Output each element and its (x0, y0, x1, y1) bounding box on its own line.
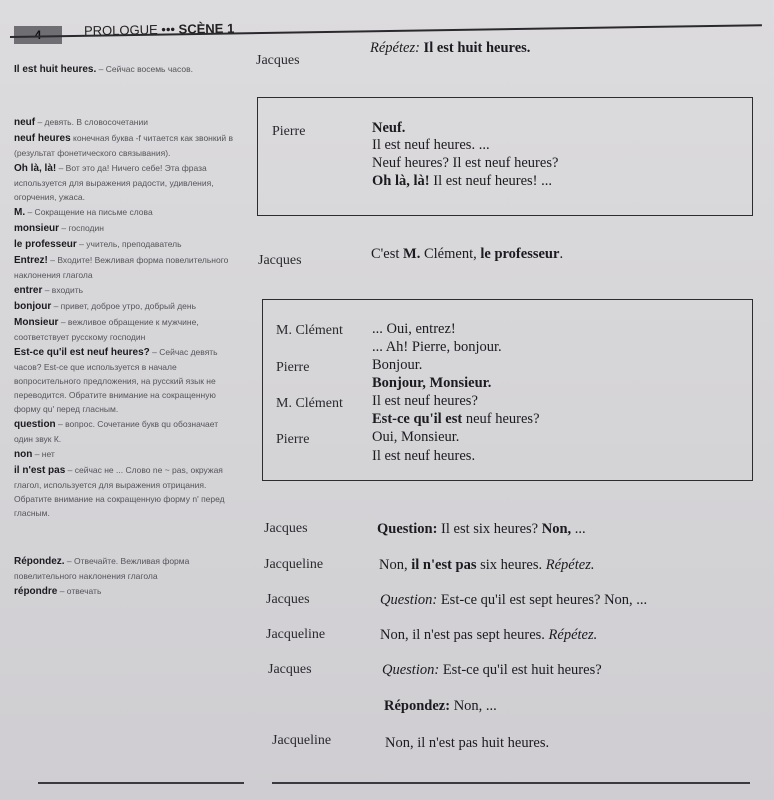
glossary-definition: – нет (32, 449, 55, 459)
text-bold: Est-ce qu'il est (372, 411, 463, 427)
glossary-definition: – учитель, преподаватель (76, 239, 182, 249)
qa-line (382, 662, 602, 679)
glossary-definition: – господин (59, 223, 104, 233)
box2-line-1: ... Oui, entrez! (372, 321, 456, 337)
text: Clément, (420, 246, 481, 262)
glossary-term: il n'est pas (14, 465, 66, 476)
glossary-term: le professeur (14, 239, 77, 250)
glossary-definition: – отвечать (57, 586, 102, 596)
glossary-term: répondre (14, 586, 58, 597)
text-bold: Question: (377, 521, 438, 537)
footer-rule-left (38, 782, 244, 784)
speaker-jacques: Jacques (264, 521, 308, 536)
glossary-entry (14, 345, 238, 416)
speaker-jacques: Jacques (258, 253, 302, 268)
text-italic: Question: (380, 592, 438, 608)
qa-line (384, 698, 497, 715)
text: Est-ce qu'il est sept heures? Non, ... (437, 592, 648, 608)
glossary-entry (14, 447, 238, 462)
glossary-term: non (14, 449, 33, 460)
glossary-entry (14, 299, 238, 314)
text-italic: Répétez. (548, 627, 598, 643)
glossary-term: Répondez. (14, 556, 65, 567)
section-title: PROLOGUE (83, 22, 158, 39)
glossary-definition: – Вот это да! Ничего себе! Эта фраза используется для выражения радости, удивления, огорчения, ужаса. (14, 163, 214, 202)
scene-title: SCÈNE 1 (178, 20, 235, 37)
text: Il est neuf heures! ... (429, 173, 553, 189)
phrase-bold: Il est huit heures. (419, 40, 531, 56)
speaker-pierre: Pierre (276, 432, 310, 447)
glossary-entry (14, 221, 238, 236)
speaker-m-clement: M. Clément (276, 396, 343, 411)
qa-line (385, 735, 549, 752)
glossary-definition: – Отвечайте. Вежливая форма повелительного наклонения глагола (14, 556, 190, 581)
qa-line (379, 557, 594, 574)
box1-line-4 (372, 173, 552, 190)
glossary-entry (14, 283, 238, 298)
glossary-entry (14, 237, 238, 252)
glossary-entry (14, 463, 238, 520)
text-bold: Répondez: (384, 698, 451, 714)
glossary-entry (14, 253, 238, 282)
speaker-jacques: Jacques (268, 662, 312, 677)
text-bold: M. (403, 246, 421, 262)
glossary-definition: – сейчас не ... Слово ne ~ pas, окружая глагол, используется для выражения отрицания. Обратите внимание на сокращенную форму n' перед гласным. (14, 465, 225, 518)
glossary-term: Monsieur (14, 317, 59, 328)
text: Est-ce qu'il est huit heures? (439, 662, 602, 678)
glossary-entry (14, 115, 238, 130)
speaker-jacqueline: Jacqueline (272, 733, 332, 748)
text-bold: le professeur (480, 246, 560, 262)
speaker-pierre: Pierre (276, 360, 310, 375)
text-bold: Non, (541, 521, 572, 537)
text-bold: Bonjour, Monsieur. (372, 375, 492, 391)
box1-line-3: Neuf heures? Il est neuf heures? (372, 155, 559, 171)
glossary-column (14, 62, 238, 600)
glossary-definition: – вопрос. Сочетание букв qu обозначает один звук К. (14, 419, 219, 444)
glossary-entry (14, 205, 238, 220)
text: neuf heures? (462, 411, 540, 427)
dialogue-line (370, 40, 530, 57)
glossary-entry (14, 161, 238, 204)
text: Il est six heures? (437, 521, 542, 537)
glossary-definition: – Сокращение на письме слова (25, 207, 153, 217)
box2-line-8: Il est neuf heures. (372, 448, 476, 464)
box1-line-2: Il est neuf heures. ... (372, 137, 490, 153)
text: . (559, 246, 564, 262)
text-bold: Oh là, là! (372, 173, 430, 189)
box2-line-7: Oui, Monsieur. (372, 429, 460, 445)
glossary-term: Il est huit heures. (14, 64, 97, 75)
box2-line-4 (372, 375, 491, 392)
glossary-term: question (14, 419, 56, 430)
glossary-term: Entrez! (14, 255, 48, 266)
speaker-pierre: Pierre (272, 124, 306, 139)
glossary-definition: – вежливое обращение к мужчине, соответствует русскому господин (14, 317, 199, 342)
glossary-term: bonjour (14, 301, 52, 312)
text-bold: Neuf. (372, 120, 406, 136)
glossary-entry (14, 417, 238, 446)
glossary-term: entrer (14, 285, 43, 296)
glossary-term: neuf (14, 117, 36, 128)
glossary-definition: конечная буква -f читается как звонкий в (результат фонетического связывания). (14, 133, 233, 158)
glossary-entry (14, 584, 238, 599)
glossary-entry (14, 554, 238, 583)
glossary-term: M. (14, 207, 26, 218)
glossary-term: monsieur (14, 223, 60, 234)
speaker-jacqueline: Jacqueline (266, 627, 326, 642)
glossary-definition: – входить (42, 285, 84, 295)
box2-line-2: ... Ah! Pierre, bonjour. (372, 339, 502, 355)
glossary-term: neuf heures (14, 133, 71, 144)
instruction-repetez: Répétez: (370, 40, 420, 56)
glossary-term: Est-ce qu'il est neuf heures? (14, 347, 150, 358)
text-bold: il n'est pas (411, 557, 477, 573)
glossary-definition: – привет, доброе утро, добрый день (51, 301, 197, 311)
box1-line-1 (372, 120, 405, 137)
glossary-entry (14, 315, 238, 344)
speaker-jacqueline: Jacqueline (264, 557, 324, 572)
separator-dots: ••• (161, 21, 176, 37)
glossary-definition: – Входите! Вежливая форма повелительного наклонения глагола (14, 255, 229, 280)
glossary-term: Oh là, là! (14, 163, 57, 174)
glossary-definition: – Сейчас девять часов? Est-ce que используется в начале вопросительного предложения, на русский язык не переводится. Обратите внимание на сокращенную форму qu' перед гласным. (14, 347, 218, 414)
box2-line-5: Il est neuf heures? (372, 393, 478, 409)
text: ... (571, 521, 586, 537)
glossary-definition: – Сейчас восемь часов. (96, 64, 193, 74)
box2-line-3: Bonjour. (372, 357, 423, 373)
speaker-m-clement: M. Clément (276, 323, 343, 338)
text: C'est (371, 246, 404, 262)
qa-line (377, 521, 586, 538)
footer-rule-right (272, 782, 750, 784)
qa-line (380, 592, 647, 609)
text: Non, il n'est pas huit heures. (385, 735, 550, 751)
glossary-definition: – девять. В словосочетании (35, 117, 148, 127)
text: Non, ... (450, 698, 497, 714)
speaker-jacques: Jacques (256, 53, 300, 68)
text: Non, il n'est pas sept heures. (380, 627, 549, 643)
text: six heures. (476, 557, 546, 573)
glossary-entry (14, 131, 238, 160)
text: Non, (379, 557, 412, 573)
text-italic: Question: (382, 662, 440, 678)
speaker-jacques: Jacques (266, 592, 310, 607)
dialogue-line (371, 246, 563, 263)
box2-line-6 (372, 411, 540, 428)
glossary-entry (14, 62, 238, 77)
qa-line (380, 627, 597, 644)
text-italic: Répétez. (545, 557, 595, 573)
